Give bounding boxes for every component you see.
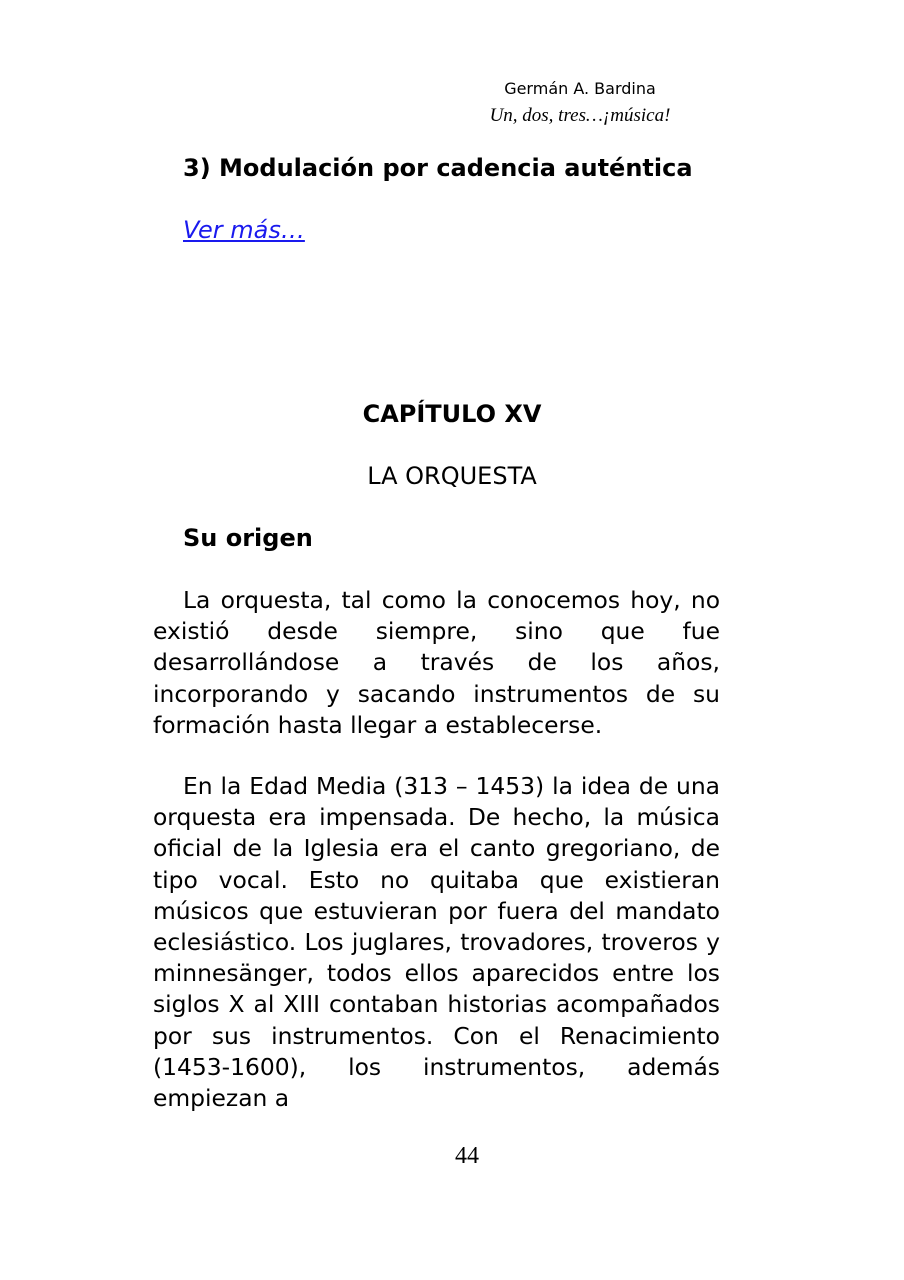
page-number: 44	[455, 1143, 479, 1169]
running-header-author: Germán A. Bardina	[504, 79, 656, 98]
chapter-title: LA ORQUESTA	[367, 462, 537, 490]
subsection-heading: Su origen	[183, 524, 313, 552]
see-more-link[interactable]: Ver más…	[183, 216, 305, 244]
chapter-number-title: CAPÍTULO XV	[362, 400, 542, 428]
body-paragraph: En la Edad Media (313 – 1453) la idea de una orquesta era impensada. De hecho, la música oficial de la Iglesia era el canto gregoriano, de tipo vocal. Esto no quitaba que existieran músicos que estuvieran por fuera del mandato eclesiástico. Los juglares, trovadores, troveros y minnesänger, todos ellos aparecidos entre los siglos X al XIII contaban historias acompañados por sus instrumentos. Con el Renacimiento (1453-1600), los instrumentos, además empiezan a	[153, 772, 720, 1113]
section-heading: 3) Modulación por cadencia auténtica	[183, 154, 693, 182]
running-header-book-title: Un, dos, tres…¡música!	[489, 105, 671, 126]
body-paragraph: La orquesta, tal como la conocemos hoy, no existió desde siempre, sino que fue desarrollándose a través de los años, incorporando y sacando instrumentos de su formación hasta llegar a establecerse.	[153, 586, 720, 739]
